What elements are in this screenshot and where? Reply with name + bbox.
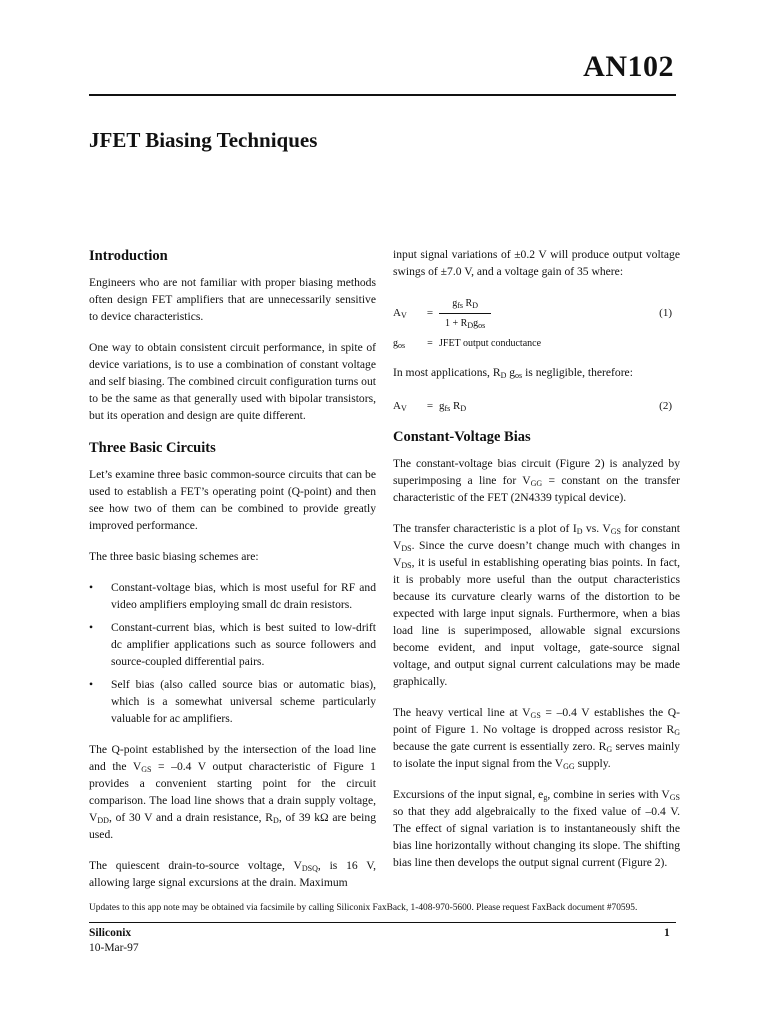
equation-block <box>393 395 680 417</box>
page-number: 1 <box>664 927 670 939</box>
equation-2 <box>393 395 680 417</box>
definition-lhs: $g_{os}$ <box>393 337 406 350</box>
circuits-paragraph-1: Let’s examine three basic common-source circuits that can be used to establish a FET’s operating point (Q-point) and then see how two of them can be combined to provide greatly improved performance. <box>89 468 376 532</box>
heading-constant-voltage-bias: Constant-Voltage Bias <box>393 429 531 445</box>
list-item-text: Constant-current bias, which is best suited to low-drift dc amplifier applications such as source followers and source-coupled differential pairs. <box>111 621 376 668</box>
equation-definition <box>393 332 680 354</box>
equation-number: (2) <box>659 399 672 412</box>
equation-rhs: $g_{fs}$ $R_D$ <box>439 399 467 413</box>
list-item-text: Self bias (also called source bias or automatic bias), which is a somewhat universal scheme particularly valuable for ac amplifiers. <box>111 678 376 725</box>
list-item <box>89 676 376 727</box>
circuits-paragraph-3: The Q-point established by the intersection of the load line and the $V_{GS} = -0.4$ V output characteristic of Figure 1 provides a convenient starting point for the circuit comparison. The load line shows that a drain supply voltage, $V_{DD}$, of 30 V and a drain resistance, $R_D$, of 39 kΩ are being used. <box>89 743 376 841</box>
list-item-text: Constant-voltage bias, which is most useful for RF and video amplifiers employing small dc drain resistors. <box>111 581 376 611</box>
equation-lhs: $A_V$ <box>393 306 407 320</box>
circuits-paragraph-2: The three basic biasing schemes are: <box>89 550 259 563</box>
heading-introduction: Introduction <box>89 248 168 264</box>
document-date: 10-Mar-97 <box>89 942 139 954</box>
intro-paragraph-1: Engineers who are not familiar with proper biasing methods often design FET amplifiers that are unnecessarily sensitive to device characteristics. <box>89 276 376 323</box>
equals-sign: = <box>427 337 433 349</box>
list-item <box>89 619 376 670</box>
page-title: JFET Biasing Techniques <box>89 128 318 152</box>
bullet-marker: • <box>89 621 94 634</box>
equals-sign: = <box>426 306 434 319</box>
list-item <box>89 579 376 613</box>
circuits-paragraph-4: The quiescent drain-to-source voltage, $V_{DSQ}$, is 16 V, allowing large signal excursions at the drain. Maximum <box>89 859 376 889</box>
negligible-paragraph: In most applications, $R_D$ $g_{os}$ is negligible, therefore: <box>393 366 633 380</box>
document-id: AN102 <box>583 50 674 83</box>
equation-block <box>393 294 680 354</box>
denominator: $1 + R_Dg_{os}$ <box>439 313 491 332</box>
bullet-marker: • <box>89 678 94 691</box>
equation-number: (1) <box>659 306 672 319</box>
right-column <box>393 246 680 885</box>
top-divider <box>89 94 676 96</box>
fraction <box>439 295 491 332</box>
footer-note: Updates to this app note may be obtained via facsimile by calling Siliconix FaxBack, 1-408-970-5600. Please request FaxBack document #70595. <box>89 903 638 913</box>
numerator: $g_{fs}$ $R_D$ <box>452 297 478 310</box>
cvb-paragraph-4: Excursions of the input signal, $e_g$, combine in series with $V_{GS}$ so that they add algebraically to the fixed value of –0.4 V. The effect of signal variation is to instantaneously shift the bias line horizontally without changing its slope. The shifting bias line then develops the output signal current (Figure 2). <box>393 788 680 869</box>
bullet-marker: • <box>89 581 94 594</box>
bias-scheme-list <box>89 579 376 727</box>
equation-lhs: $A_V$ <box>393 399 407 413</box>
equation-1 <box>393 294 680 332</box>
definition-rhs: JFET output conductance <box>439 337 542 349</box>
equals-sign: = <box>426 399 434 412</box>
intro-paragraph-2: One way to obtain consistent circuit performance, in spite of device variations, is to use a combination of constant voltage and self biasing. The combined circuit configuration turns out to be the same as that generally used with bipolar transistors, but its operation and design are quite different. <box>89 341 376 422</box>
cvb-paragraph-3: The heavy vertical line at $V_{GS} = -0.4$ V establishes the Q-point of Figure 1. No voltage is dropped across resistor $R_G$ because the gate current is essentially zero. $R_G$ serves mainly to isolate the input signal from the $V_{GG}$ supply. <box>393 706 680 771</box>
gain-intro-paragraph: input signal variations of ±0.2 V will produce output voltage swings of ±7.0 V, and a voltage gain of 35 where: <box>393 248 680 278</box>
cvb-paragraph-1: The constant-voltage bias circuit (Figure 2) is analyzed by superimposing a line for $V_{GG}$ = constant on the transfer characteristic of the FET (2N4339 typical device). <box>393 457 680 504</box>
cvb-paragraph-2: The transfer characteristic is a plot of $I_D$ vs. $V_{GS}$ for constant $V_{DS}$. Since the curve doesn’t change much with changes in $V_{DS}$, it is useful in establishing operating bias points. In fact, it is probably more useful than the output characteristics because its curvature clearly warns of the distortion to be expected with large input signals. Furthermore, when a bias load line is superimposed, allowable signal excursions become evident, and input voltage, gate-source signal voltage, and output signal current calculations may be made graphically. <box>393 522 680 688</box>
bottom-divider <box>89 922 676 923</box>
left-column <box>89 246 376 905</box>
heading-three-basic-circuits: Three Basic Circuits <box>89 440 216 456</box>
company-name: Siliconix <box>89 927 132 939</box>
